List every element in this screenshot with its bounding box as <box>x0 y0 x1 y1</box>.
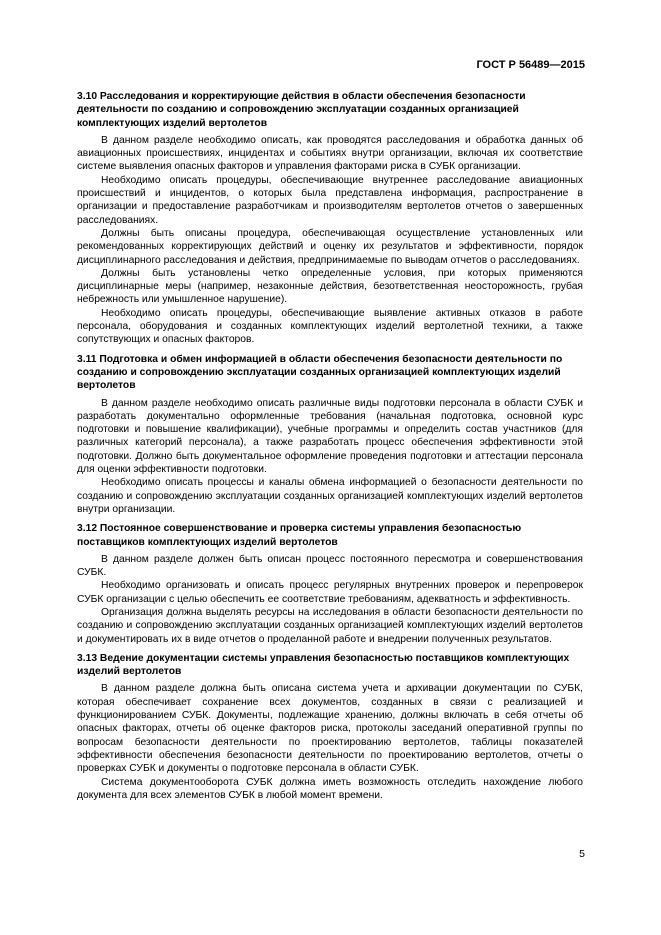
paragraph: Система документооборота СУБК должна иметь возможность отследить нахождение любого документа для всех элементов СУБК в любой момент времени. <box>77 776 583 801</box>
paragraph: В данном разделе необходимо описать различные виды подготовки персонала в области СУБК и разработать документально оформленные требования (начальная подготовка, основной курс подготовки и повышение квалификации), учебные программы и определить состав участников (для различных категорий персонала), а также разработать процесс обеспечения эффективности этой подготовки. Должно быть документальное оформление проведения подготовки и аттестации персонала для оценки эффективности подготовки. <box>77 397 583 476</box>
paragraph: В данном разделе необходимо описать, как проводятся расследования и обработка данных об авиационных происшествиях, инцидентах и событиях внутри организации, включая их соответствие системе выявления опасных факторов и управления факторами риска в СУБК организации. <box>77 134 583 173</box>
section-title: 3.11 Подготовка и обмен информацией в области обеспечения безопасности деятельности по созданию и сопровождению эксплуатации созданных организацией комплектующих изделий вертолетов <box>77 353 563 392</box>
page-number: 5 <box>579 848 585 860</box>
section-3-13 <box>77 652 583 802</box>
section-title: 3.13 Ведение документации системы управления безопасностью поставщиков комплектующих изделий вертолетов <box>77 652 570 678</box>
section-title: 3.12 Постоянное совершенствование и проверка системы управления безопасностью поставщиков комплектующих изделий вертолетов <box>77 523 522 548</box>
section-title: 3.10 Расследования и корректирующие действия в области обеспечения безопасности деятельности по созданию и сопровождению эксплуатации созданных организацией комплектующих изделий вертолетов <box>77 91 526 129</box>
section-3-10 <box>77 90 583 347</box>
paragraph: Необходимо организовать и описать процесс регулярных внутренних проверок и перепроверок СУБК организации с целью обеспечить ее соответствие требованиям, адекватность и эффективность. <box>77 580 583 605</box>
paragraph: В данном разделе должна быть описана система учета и архивации документации по СУБК, которая обеспечивает сохранение всех документов, созданных в связи с реализацией и функционированием СУБК. Документы, подлежащие хранению, должны включать в себя отчеты об опасных факторах, отчеты об оценке факторов риска, протоколы заседаний оперативной группы по вопросам безопасности деятельности по проектированию вертолетов, таблицы показателей эффективности обеспечения безопасности деятельности по проектированию вертолетов, отчеты о проверках СУБК и документы о подготовке персонала в области СУБК. <box>77 683 583 775</box>
paragraph: Должны быть установлены четко определенные условия, при которых применяются дисциплинарные меры (например, незаконные действия, безответственная неосторожность, грубая небрежность или умышленное нарушение). <box>77 267 583 306</box>
paragraph: Необходимо описать процедуры, обеспечивающие выявление активных отказов в работе персонала, оборудования и созданных комплектующих изделий вертолетной техники, а также сопутствующих и опасных факторов. <box>77 307 583 346</box>
section-3-12 <box>77 522 583 646</box>
paragraph: В данном разделе должен быть описан процесс постоянного пересмотра и совершенствования СУБК. <box>77 553 583 579</box>
paragraph: Необходимо описать процедуры, обеспечивающие внутреннее расследование авиационных происшествий и инцидентов, о которых была представлена информация, распространение в организации и предоставление разработчикам и производителям вертолетов отчетов о завершенных расследованиях. <box>77 174 583 226</box>
paragraph: Должны быть описаны процедура, обеспечивающая осуществление установленных или рекомендованных корректирующих действий и оценку их результатов и эффективности, порядок дисциплинарного расследования и действия, предпринимаемые по выводам отчетов о расследованиях. <box>77 227 583 266</box>
document-code: ГОСТ Р 56489—2015 <box>476 59 585 71</box>
paragraph: Организация должна выделять ресурсы на исследования в области безопасности деятельности по созданию и сопровождению эксплуатации созданных организацией комплектующих изделий вертолетов и документировать их в виде отчетов о проделанной работе и внедрении полученных результатов. <box>77 606 583 645</box>
paragraph: Необходимо описать процессы и каналы обмена информацией о безопасности деятельности по созданию и сопровождению эксплуатации созданных организацией комплектующих изделий вертолетов внутри организации. <box>77 477 583 515</box>
section-3-11 <box>77 353 583 517</box>
document-body <box>77 90 583 808</box>
